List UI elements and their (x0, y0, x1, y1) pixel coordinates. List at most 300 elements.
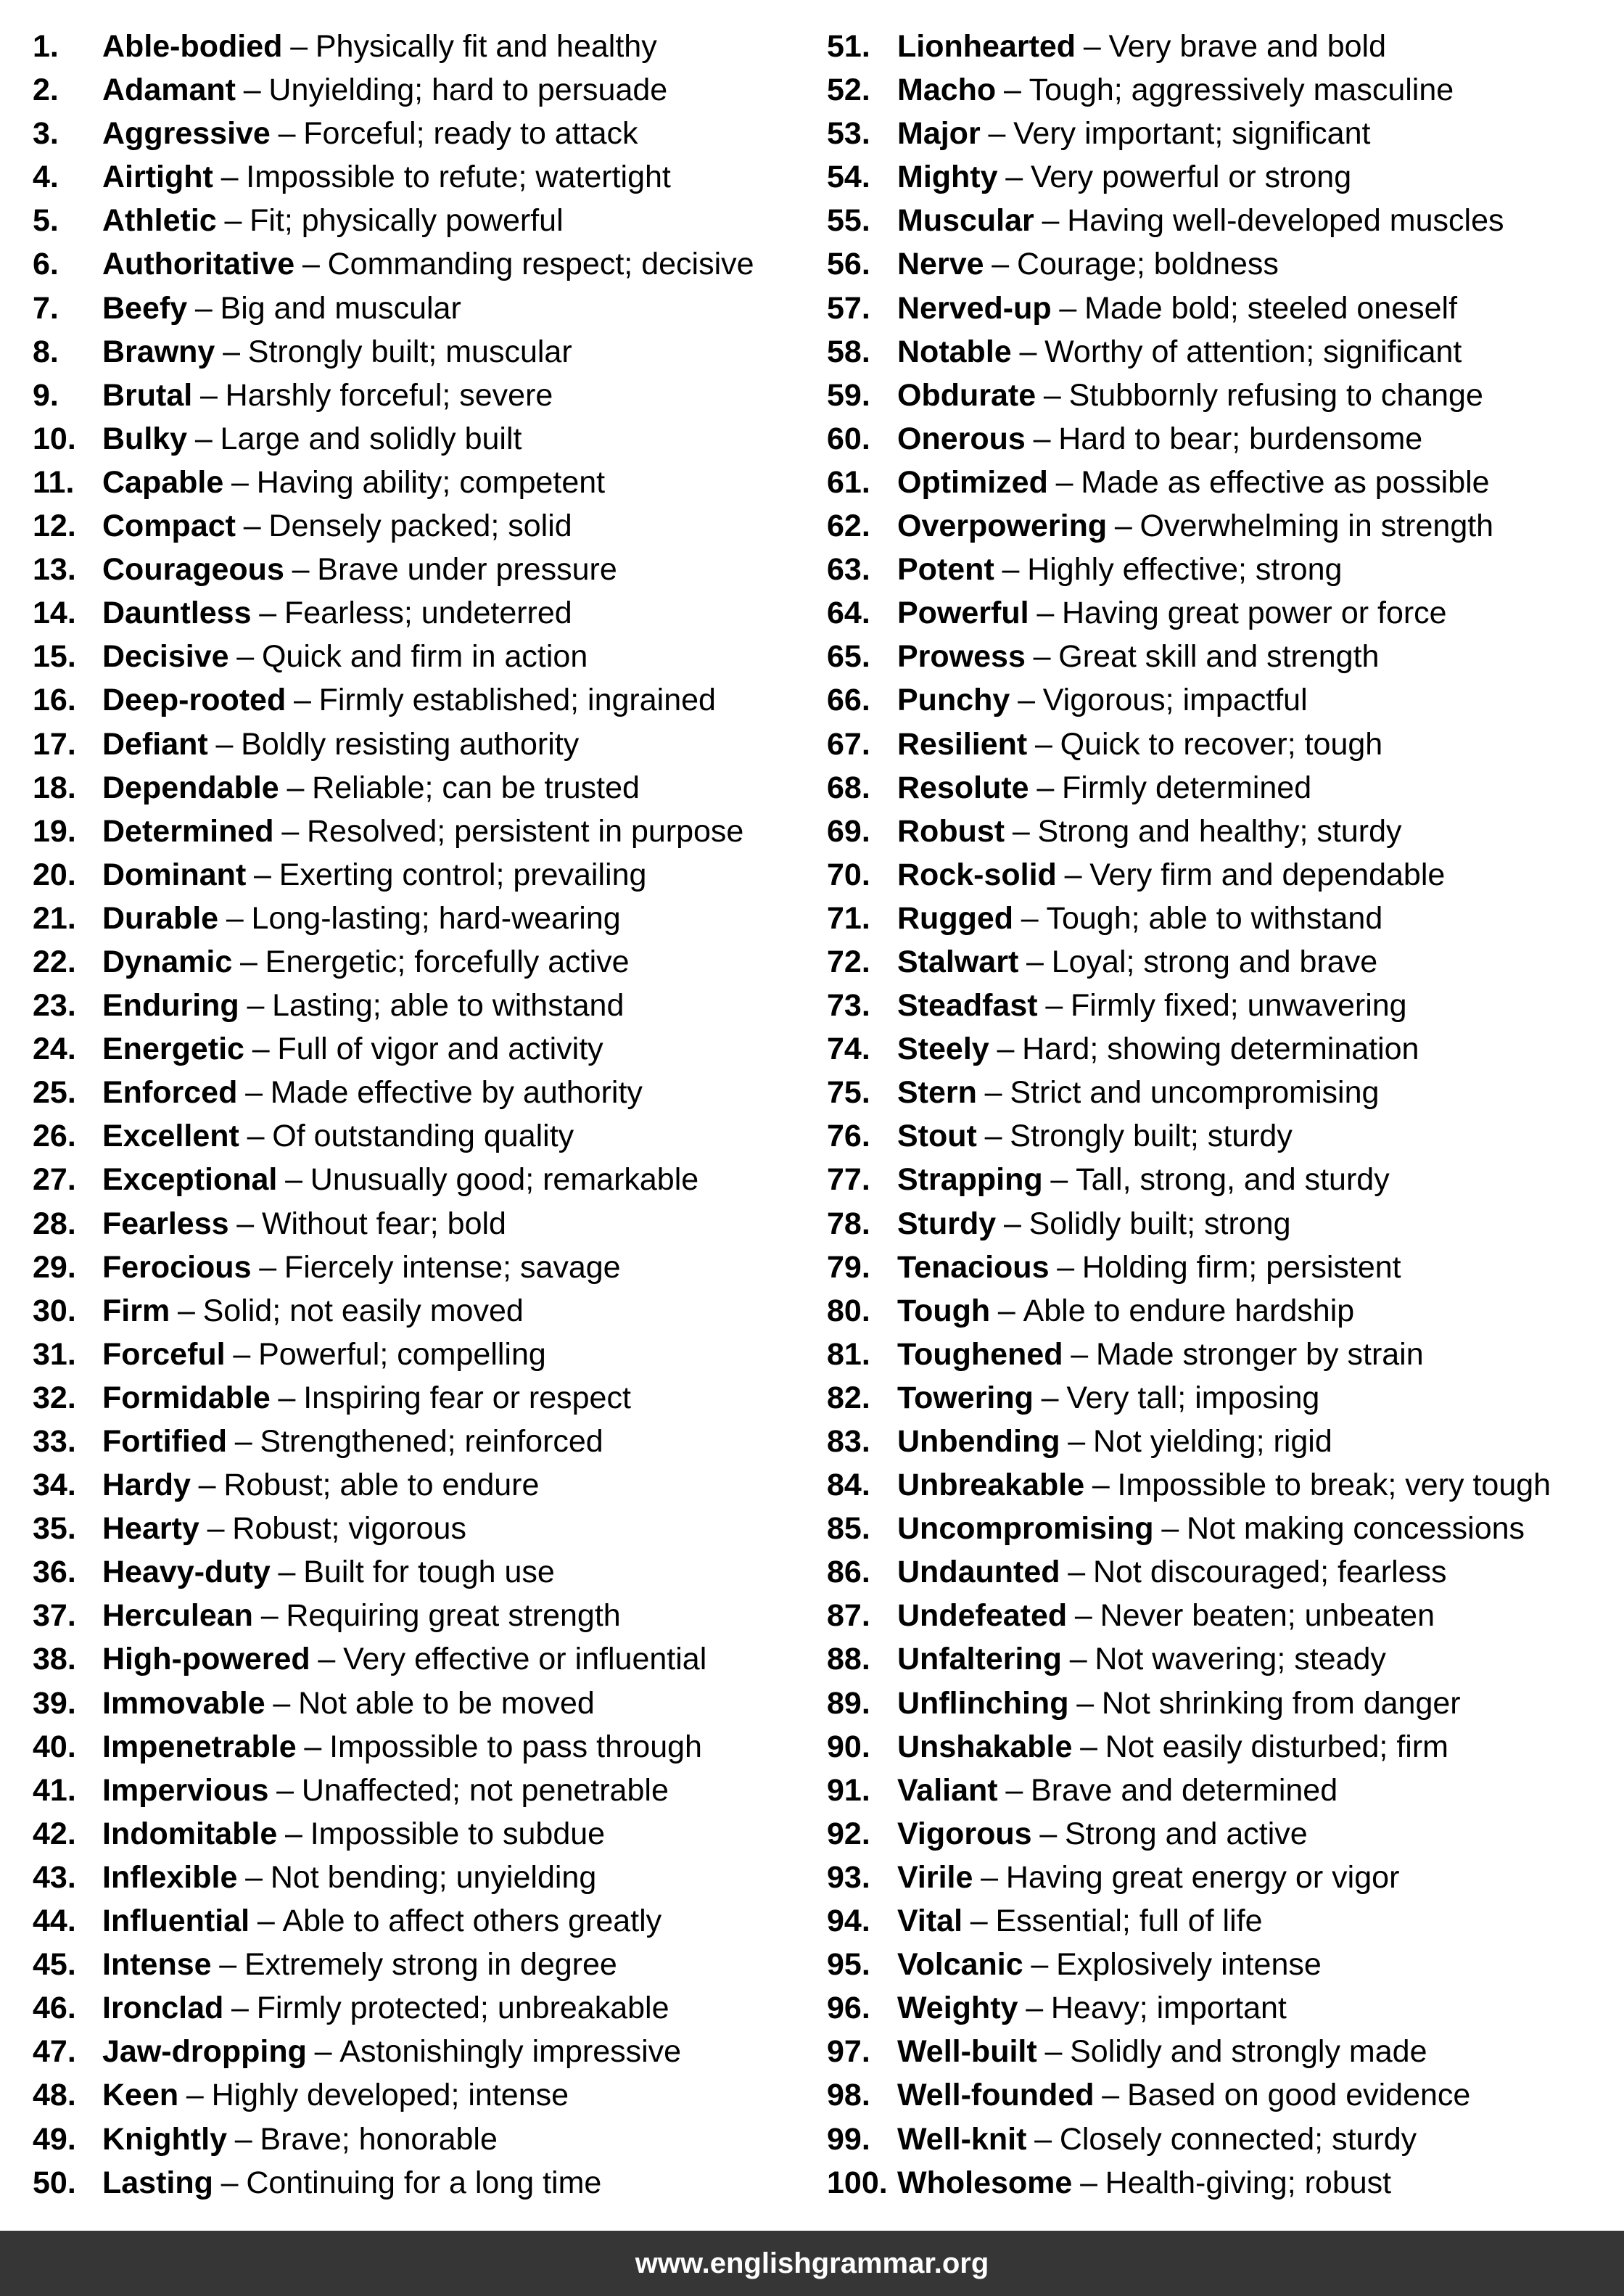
item-separator: – (1080, 1729, 1098, 1764)
item-term: Dominant (102, 857, 247, 892)
item-term: Volcanic (897, 1947, 1023, 1983)
item-definition: Extremely strong in degree (244, 1947, 617, 1983)
item-definition: Powerful; compelling (258, 1336, 546, 1372)
item-term: Unbreakable (897, 1468, 1085, 1503)
footer-banner (0, 2231, 1624, 2296)
item-term: Notable (897, 334, 1012, 369)
item-definition: Fit; physically powerful (250, 203, 564, 239)
item-separator: – (194, 421, 213, 456)
list-item (33, 723, 754, 766)
item-term: Weighty (897, 1991, 1018, 2026)
word-list-left-column (33, 25, 754, 2205)
item-definition: Quick and firm in action (261, 639, 588, 675)
item-term: Heavy-duty (102, 1555, 271, 1590)
item-separator: – (236, 639, 255, 675)
item-separator: – (1050, 1162, 1068, 1198)
item-number: 75. (827, 1075, 870, 1111)
item-definition: Firmly determined (1062, 770, 1312, 805)
list-item (827, 1856, 1551, 1899)
list-item (33, 1769, 754, 1812)
item-term: Hearty (102, 1511, 199, 1547)
item-definition: Unusually good; remarkable (310, 1162, 699, 1198)
item-number: 77. (827, 1162, 870, 1198)
footer-website-link[interactable]: www.englishgrammar.org (635, 2247, 989, 2279)
list-item (33, 635, 754, 678)
item-separator: – (285, 1162, 303, 1198)
item-definition: Built for tough use (303, 1555, 555, 1590)
item-definition: Not able to be moved (298, 1685, 595, 1721)
list-item (827, 68, 1551, 112)
item-separator: – (1041, 1380, 1059, 1415)
item-definition: Highly effective; strong (1027, 552, 1343, 588)
item-number: 67. (827, 726, 870, 762)
item-term: Enduring (102, 988, 239, 1024)
list-item (33, 112, 754, 155)
item-separator: – (1055, 464, 1073, 500)
item-term: Sturdy (897, 1206, 997, 1241)
item-separator: – (247, 988, 265, 1024)
item-definition: Full of vigor and activity (277, 1032, 603, 1067)
item-definition: Commanding respect; decisive (327, 247, 754, 282)
item-separator: – (198, 1468, 216, 1503)
item-number: 35. (33, 1511, 76, 1547)
list-item (827, 461, 1551, 504)
item-separator: – (1068, 1555, 1086, 1590)
item-separator: – (1057, 1249, 1075, 1285)
item-separator: – (1043, 377, 1061, 413)
item-definition: Not wavering; steady (1095, 1642, 1386, 1677)
item-number: 40. (33, 1729, 76, 1764)
item-term: Defiant (102, 726, 208, 762)
item-separator: – (1064, 857, 1082, 892)
item-number: 44. (33, 1904, 76, 1939)
item-number: 22. (33, 944, 76, 979)
list-item (827, 723, 1551, 766)
list-item (33, 2118, 754, 2161)
item-term: Fortified (102, 1424, 227, 1459)
list-item (827, 1682, 1551, 1725)
item-definition: Tough; able to withstand (1046, 900, 1383, 936)
list-item (827, 2118, 1551, 2161)
item-term: Impervious (102, 1772, 269, 1808)
item-separator: – (1018, 683, 1035, 718)
item-definition: Big and muscular (220, 290, 461, 326)
item-definition: Having great energy or vigor (1005, 1859, 1400, 1895)
item-separator: – (177, 1293, 195, 1328)
item-separator: – (1005, 160, 1023, 195)
item-separator: – (970, 1904, 988, 1939)
list-item (827, 1637, 1551, 1681)
list-item (33, 1812, 754, 1856)
item-separator: – (304, 1729, 322, 1764)
item-term: Athletic (102, 203, 217, 239)
item-definition: Not shrinking from danger (1101, 1685, 1461, 1721)
item-number: 45. (33, 1947, 76, 1983)
item-definition: Strongly built; muscular (247, 334, 572, 369)
item-term: Able-bodied (102, 29, 283, 64)
item-separator: – (1033, 421, 1051, 456)
item-separator: – (220, 160, 239, 195)
list-item (33, 417, 754, 461)
list-item (827, 1507, 1551, 1550)
item-number: 23. (33, 988, 76, 1024)
item-number: 88. (827, 1642, 870, 1677)
list-item (827, 155, 1551, 199)
list-item (33, 810, 754, 853)
item-term: Unshakable (897, 1729, 1073, 1764)
item-separator: – (1005, 1772, 1023, 1808)
item-separator: – (226, 900, 244, 936)
list-item (827, 504, 1551, 548)
item-separator: – (1074, 1598, 1092, 1634)
item-separator: – (257, 1904, 275, 1939)
list-item (33, 1725, 754, 1769)
item-term: Muscular (897, 203, 1034, 239)
item-number: 24. (33, 1032, 76, 1067)
item-definition: Strict and uncompromising (1010, 1075, 1380, 1111)
list-item (827, 1289, 1551, 1333)
item-term: Decisive (102, 639, 229, 675)
item-term: Lionhearted (897, 29, 1076, 64)
item-term: Well-founded (897, 2078, 1095, 2113)
list-item (827, 287, 1551, 330)
item-number: 78. (827, 1206, 870, 1241)
item-term: Rugged (897, 900, 1014, 936)
item-definition: Exerting control; prevailing (279, 857, 647, 892)
item-definition: Made as effective as possible (1081, 464, 1490, 500)
item-definition: Large and solidly built (220, 421, 522, 456)
item-number: 17. (33, 726, 76, 762)
item-definition: Fiercely intense; savage (284, 1249, 621, 1285)
item-number: 9. (33, 377, 59, 413)
list-item (33, 1158, 754, 1201)
list-item (33, 1376, 754, 1420)
item-number: 10. (33, 421, 76, 456)
list-item (33, 1637, 754, 1681)
list-item (827, 591, 1551, 635)
item-term: Major (897, 116, 981, 152)
item-separator: – (278, 116, 296, 152)
item-separator: – (1002, 552, 1020, 588)
item-term: Herculean (102, 1598, 253, 1634)
item-term: Well-built (897, 2034, 1037, 2070)
item-separator: – (1026, 1991, 1044, 2026)
item-term: Adamant (102, 73, 236, 108)
item-separator: – (1021, 900, 1039, 936)
list-item (33, 678, 754, 722)
list-item (827, 330, 1551, 374)
item-definition: Courage; boldness (1016, 247, 1279, 282)
item-definition: Made bold; steeled oneself (1084, 290, 1458, 326)
list-item (33, 1856, 754, 1899)
item-separator: – (1031, 1947, 1049, 1983)
list-item (33, 984, 754, 1027)
item-definition: Brave; honorable (260, 2121, 498, 2157)
item-definition: Lasting; able to withstand (272, 988, 625, 1024)
list-item (33, 1899, 754, 1943)
item-term: Stalwart (897, 944, 1019, 979)
item-number: 21. (33, 900, 76, 936)
list-item (33, 2073, 754, 2117)
item-separator: – (1068, 1424, 1086, 1459)
item-definition: Vigorous; impactful (1042, 683, 1308, 718)
item-number: 54. (827, 160, 870, 195)
list-item (33, 68, 754, 112)
item-number: 1. (33, 29, 59, 64)
item-definition: Highly developed; intense (211, 2078, 569, 2113)
item-term: Inflexible (102, 1859, 238, 1895)
item-definition: Having well-developed muscles (1067, 203, 1504, 239)
item-term: Forceful (102, 1336, 226, 1372)
item-number: 49. (33, 2121, 76, 2157)
item-term: Nerve (897, 247, 984, 282)
item-separator: – (1026, 944, 1044, 979)
item-number: 84. (827, 1468, 870, 1503)
item-definition: Solidly and strongly made (1070, 2034, 1427, 2070)
item-number: 14. (33, 596, 76, 631)
item-definition: Energetic; forcefully active (265, 944, 630, 979)
item-definition: Essential; full of life (995, 1904, 1263, 1939)
item-separator: – (1036, 596, 1055, 631)
item-definition: Stubbornly refusing to change (1068, 377, 1483, 413)
item-term: Stout (897, 1119, 977, 1154)
list-item (827, 1376, 1551, 1420)
item-separator: – (259, 1249, 277, 1285)
item-number: 79. (827, 1249, 870, 1285)
item-term: Immovable (102, 1685, 265, 1721)
list-item (33, 548, 754, 591)
item-definition: Holding firm; persistent (1081, 1249, 1401, 1285)
item-separator: – (186, 2078, 204, 2113)
item-number: 81. (827, 1336, 870, 1372)
item-definition: Resolved; persistent in purpose (307, 813, 744, 849)
item-term: Tough (897, 1293, 991, 1328)
item-separator: – (287, 770, 305, 805)
item-separator: – (1161, 1511, 1179, 1547)
item-separator: – (220, 2165, 239, 2200)
item-definition: Able to affect others greatly (282, 1904, 662, 1939)
item-number: 86. (827, 1555, 870, 1590)
item-number: 13. (33, 552, 76, 588)
item-term: Onerous (897, 421, 1026, 456)
item-definition: Continuing for a long time (246, 2165, 602, 2200)
item-term: Rock-solid (897, 857, 1057, 892)
item-number: 31. (33, 1336, 76, 1372)
item-number: 3. (33, 116, 59, 152)
item-number: 8. (33, 334, 59, 369)
item-separator: – (252, 1032, 270, 1067)
item-definition: Made effective by authority (270, 1075, 643, 1111)
item-term: Valiant (897, 1772, 998, 1808)
item-number: 82. (827, 1380, 870, 1415)
item-definition: Heavy; important (1050, 1991, 1287, 2026)
list-item (827, 242, 1551, 286)
list-item (33, 330, 754, 374)
item-term: Resilient (897, 726, 1028, 762)
item-separator: – (1076, 1685, 1095, 1721)
item-number: 83. (827, 1424, 870, 1459)
list-item (827, 1027, 1551, 1071)
item-number: 37. (33, 1598, 76, 1634)
item-separator: – (293, 683, 311, 718)
item-number: 34. (33, 1468, 76, 1503)
item-separator: – (290, 29, 308, 64)
item-definition: Physically fit and healthy (315, 29, 657, 64)
item-number: 97. (827, 2034, 870, 2070)
item-number: 60. (827, 421, 870, 456)
item-term: Jaw-dropping (102, 2034, 307, 2070)
item-separator: – (207, 1511, 225, 1547)
item-term: High-powered (102, 1642, 310, 1677)
item-term: Unfaltering (897, 1642, 1062, 1677)
item-separator: – (314, 2034, 332, 2070)
item-number: 90. (827, 1729, 870, 1764)
item-number: 73. (827, 988, 870, 1024)
item-term: Steadfast (897, 988, 1038, 1024)
item-definition: Solid; not easily moved (202, 1293, 524, 1328)
item-separator: – (236, 1206, 255, 1241)
item-number: 26. (33, 1119, 76, 1154)
item-term: Undefeated (897, 1598, 1068, 1634)
item-definition: Very important; significant (1013, 116, 1371, 152)
item-number: 57. (827, 290, 870, 326)
list-item (827, 1158, 1551, 1201)
item-separator: – (247, 1119, 265, 1154)
item-separator: – (1039, 1816, 1058, 1851)
item-separator: – (243, 509, 261, 544)
list-item (827, 25, 1551, 68)
item-number: 38. (33, 1642, 76, 1677)
item-number: 87. (827, 1598, 870, 1634)
item-definition: Densely packed; solid (268, 509, 572, 544)
item-definition: Robust; able to endure (223, 1468, 540, 1503)
item-number: 33. (33, 1424, 76, 1459)
list-item (33, 504, 754, 548)
item-term: Knightly (102, 2121, 227, 2157)
item-number: 53. (827, 116, 870, 152)
item-term: Capable (102, 464, 224, 500)
item-definition: Unyielding; hard to persuade (268, 73, 668, 108)
item-separator: – (1071, 1336, 1089, 1372)
item-separator: – (285, 1816, 302, 1851)
item-number: 61. (827, 464, 870, 500)
item-separator: – (1044, 2034, 1063, 2070)
list-item (33, 897, 754, 940)
item-term: Dauntless (102, 596, 252, 631)
item-term: Uncompromising (897, 1511, 1154, 1547)
item-separator: – (219, 1947, 237, 1983)
list-item (827, 1246, 1551, 1289)
item-definition: Not making concessions (1187, 1511, 1525, 1547)
item-separator: – (1114, 509, 1132, 544)
item-term: Ferocious (102, 1249, 252, 1285)
list-item (33, 1202, 754, 1246)
item-definition: Quick to recover; tough (1060, 726, 1383, 762)
item-term: Robust (897, 813, 1005, 849)
item-term: Mighty (897, 160, 998, 195)
list-item (827, 112, 1551, 155)
item-number: 47. (33, 2034, 76, 2070)
list-item (827, 1420, 1551, 1463)
list-item (827, 1986, 1551, 2030)
item-term: Punchy (897, 683, 1010, 718)
item-definition: Firmly fixed; unwavering (1071, 988, 1407, 1024)
list-item (33, 1333, 754, 1376)
list-item (827, 1812, 1551, 1856)
item-separator: – (1083, 29, 1101, 64)
item-term: Compact (102, 509, 236, 544)
item-term: Vital (897, 1904, 963, 1939)
item-number: 62. (827, 509, 870, 544)
list-item (33, 1682, 754, 1725)
item-term: Nerved-up (897, 290, 1052, 326)
item-number: 52. (827, 73, 870, 108)
item-number: 55. (827, 203, 870, 239)
item-number: 39. (33, 1685, 76, 1721)
item-separator: – (997, 1293, 1015, 1328)
item-number: 12. (33, 509, 76, 544)
list-item (33, 853, 754, 897)
item-definition: Strongly built; sturdy (1010, 1119, 1293, 1154)
item-separator: – (1034, 726, 1052, 762)
item-definition: Having great power or force (1062, 596, 1447, 631)
item-definition: Long-lasting; hard-wearing (251, 900, 621, 936)
item-separator: – (1019, 334, 1037, 369)
item-separator: – (231, 464, 249, 500)
item-term: Obdurate (897, 377, 1036, 413)
item-separator: – (1033, 639, 1051, 675)
item-definition: Overwhelming in strength (1139, 509, 1494, 544)
item-number: 93. (827, 1859, 870, 1895)
list-item (827, 1899, 1551, 1943)
item-term: Prowess (897, 639, 1026, 675)
item-term: Resolute (897, 770, 1029, 805)
item-definition: Impossible to break; very tough (1117, 1468, 1551, 1503)
item-separator: – (234, 1424, 252, 1459)
item-number: 51. (827, 29, 870, 64)
item-separator: – (1092, 1468, 1110, 1503)
item-definition: Hard to bear; burdensome (1058, 421, 1423, 456)
list-item (827, 1550, 1551, 1594)
list-item (33, 1507, 754, 1550)
item-definition: Firmly established; ingrained (318, 683, 716, 718)
item-separator: – (273, 1685, 291, 1721)
list-item (33, 1943, 754, 1986)
item-number: 94. (827, 1904, 870, 1939)
item-term: Macho (897, 73, 997, 108)
item-term: Dynamic (102, 944, 233, 979)
item-separator: – (981, 1859, 999, 1895)
item-number: 85. (827, 1511, 870, 1547)
item-number: 46. (33, 1991, 76, 2026)
list-item (827, 374, 1551, 417)
item-separator: – (234, 2121, 252, 2157)
list-item (33, 766, 754, 810)
item-definition: Very tall; imposing (1066, 1380, 1320, 1415)
item-separator: – (278, 1555, 296, 1590)
item-number: 18. (33, 770, 76, 805)
list-item (827, 1333, 1551, 1376)
item-definition: Of outstanding quality (272, 1119, 574, 1154)
item-term: Formidable (102, 1380, 271, 1415)
item-term: Exceptional (102, 1162, 278, 1198)
item-separator: – (276, 1772, 294, 1808)
item-separator: – (984, 1119, 1002, 1154)
item-number: 48. (33, 2078, 76, 2113)
item-number: 7. (33, 290, 59, 326)
item-separator: – (997, 1032, 1015, 1067)
list-item (827, 548, 1551, 591)
